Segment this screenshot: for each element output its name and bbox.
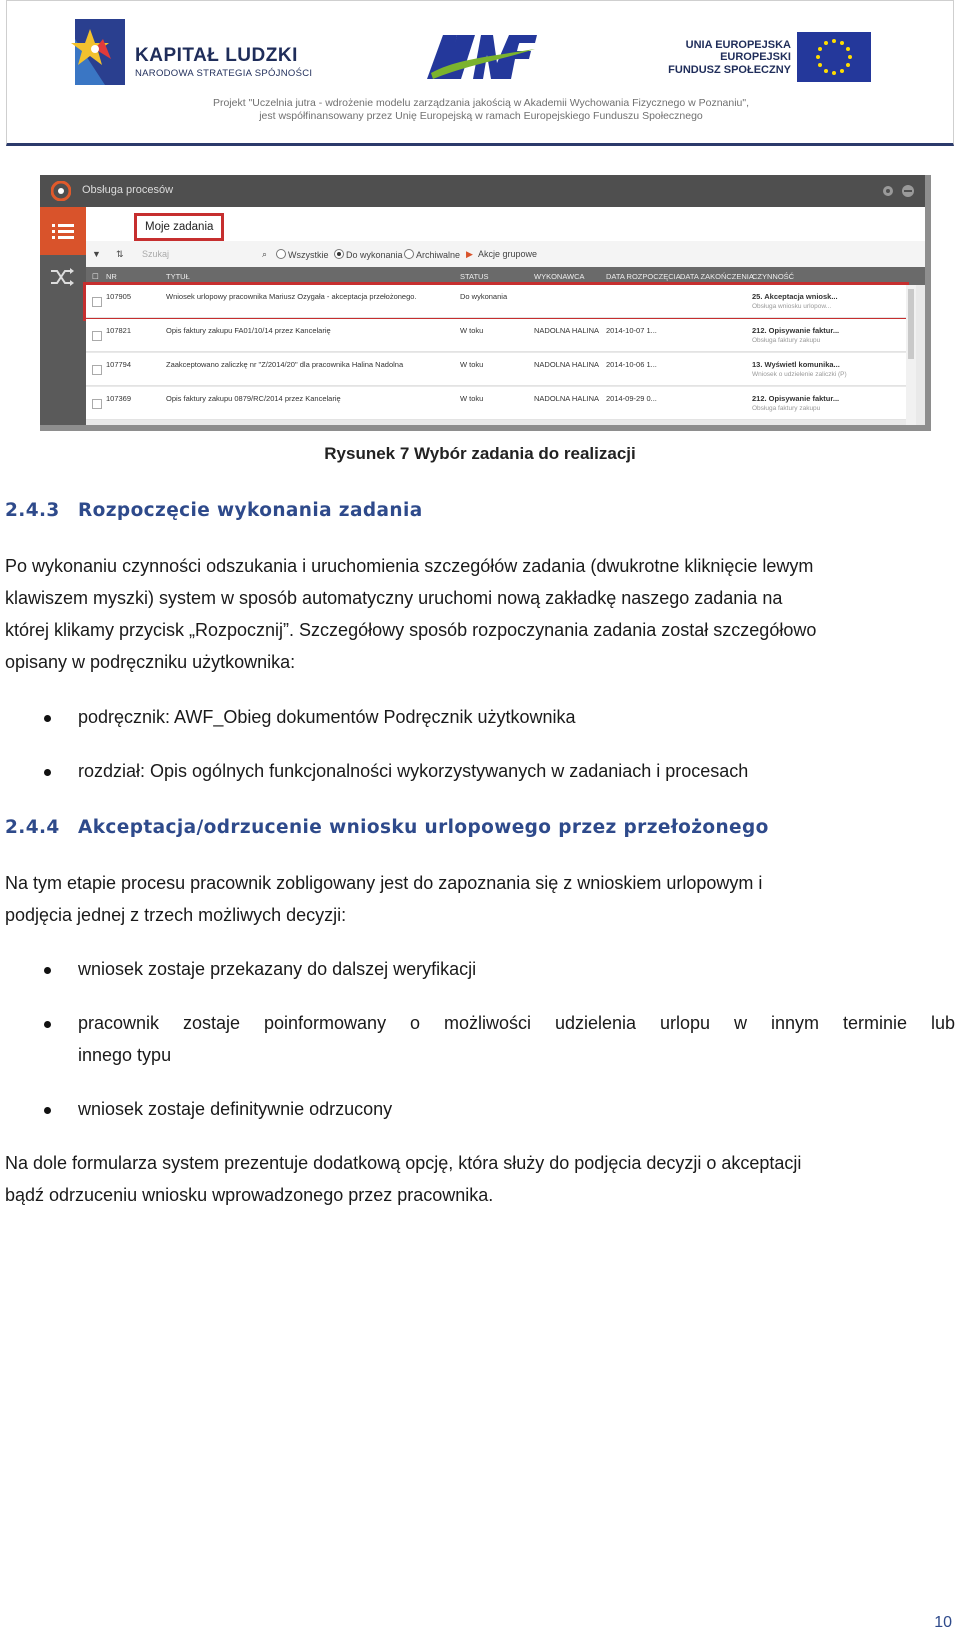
- filter-icon[interactable]: ▼: [92, 249, 101, 259]
- table-row[interactable]: [86, 319, 906, 352]
- col-date-start[interactable]: DATA ROZPOCZĘCIA: [606, 272, 681, 281]
- tab-my-tasks[interactable]: Moje zadania: [134, 213, 224, 241]
- row-checkbox[interactable]: [92, 365, 102, 375]
- bullet-line: wniosek zostaje definitywnie odrzucony: [78, 1099, 393, 1119]
- ue-line-2: FUNDUSZ SPOŁECZNY: [668, 64, 791, 76]
- menu-button[interactable]: [40, 207, 86, 255]
- row-nr: 107794: [106, 360, 132, 369]
- section-title: Akceptacja/odrzucenie wniosku urlopowego przez przełożonego: [78, 817, 769, 838]
- gear-icon[interactable]: [881, 184, 895, 198]
- bullet-dot: [44, 1107, 51, 1114]
- col-nr[interactable]: NR: [106, 272, 117, 281]
- row-executor: NADOLNA HALINA: [534, 326, 600, 335]
- processes-shuffle-icon[interactable]: [50, 267, 74, 287]
- group-actions-button[interactable]: Akcje grupowe: [478, 249, 538, 259]
- row-activity-sub: Wniosek o udzielenie zaliczki (P): [752, 371, 847, 378]
- filter-all[interactable]: [276, 249, 329, 260]
- bullet-dot: [44, 1021, 51, 1028]
- ue-line-1: EUROPEJSKI: [720, 51, 791, 63]
- search-icon[interactable]: ⌕: [262, 249, 268, 259]
- group-actions-icon[interactable]: ▶: [466, 249, 473, 259]
- row-activity: 212. Opisywanie faktur...: [752, 326, 840, 335]
- filter-todo-label: Do wykonania: [346, 250, 403, 260]
- minimize-icon[interactable]: [901, 184, 915, 198]
- task-toolbar: [86, 241, 925, 267]
- bullet-text: [78, 1007, 955, 1071]
- task-table: [86, 285, 906, 425]
- section-number: 2.4.4: [5, 817, 60, 838]
- row-date: 2014-10-07 1...: [606, 326, 657, 335]
- row-activity: 25. Akceptacja wniosk...: [752, 292, 838, 301]
- col-date-end[interactable]: DATA ZAKOŃCZENIA: [680, 272, 754, 281]
- project-note: [7, 97, 955, 123]
- ue-title: UNIA EUROPEJSKA: [685, 39, 791, 51]
- kapital-ludzki-logo-icon: [65, 19, 133, 91]
- section-number: 2.4.3: [5, 500, 60, 521]
- paragraph-line: bądź odrzuceniu wniosku wprowadzonego przez pracownika.: [5, 1185, 494, 1205]
- page-number: 10: [934, 1614, 952, 1631]
- col-status[interactable]: STATUS: [460, 272, 489, 281]
- search-input[interactable]: Szukaj: [142, 249, 170, 259]
- filter-todo[interactable]: [334, 249, 403, 260]
- row-title: Opis faktury zakupu FA01/10/14 przez Kancelarię: [166, 326, 331, 335]
- bullet-line: innego typu: [78, 1045, 172, 1065]
- table-row[interactable]: [86, 285, 906, 318]
- sidebar: [40, 255, 86, 425]
- filter-all-label: Wszystkie: [288, 250, 329, 260]
- bullet-line: wniosek zostaje przekazany do dalszej weryfikacji: [78, 959, 477, 979]
- filter-all-radio[interactable]: [276, 249, 286, 259]
- row-activity-sub: Obsługa faktury zakupu: [752, 337, 821, 344]
- filter-archived[interactable]: [404, 249, 460, 260]
- process-app-screenshot: [40, 175, 931, 431]
- row-executor: NADOLNA HALINA: [534, 394, 600, 403]
- filter-archived-label: Archiwalne: [416, 250, 461, 260]
- paragraph-line: Na dole formularza system prezentuje dodatkową opcję, która służy do podjęcia decyzji o akceptacji: [5, 1153, 802, 1173]
- row-activity: 212. Opisywanie faktur...: [752, 394, 840, 403]
- paragraph-line: klawiszem myszki) system w sposób automatyczny uruchomi nową zakładkę naszego zadania na: [5, 588, 783, 608]
- paragraph-line: Na tym etapie procesu pracownik zobligowany jest do zapoznania się z wnioskiem urlopowym i: [5, 873, 763, 893]
- section-title: Rozpoczęcie wykonania zadania: [78, 500, 423, 521]
- filter-archived-radio[interactable]: [404, 249, 414, 259]
- bullet-dot: [44, 715, 51, 722]
- bullet-text: podręcznik: AWF_Obieg dokumentów Podręcznik użytkownika: [78, 707, 576, 727]
- document-header: [6, 0, 954, 146]
- row-status: W toku: [460, 326, 484, 335]
- col-title[interactable]: TYTUŁ: [166, 272, 190, 281]
- paragraph-line: której klikamy przycisk „Rozpocznij”. Szczegółowy sposób rozpoczynania zadania został szczegółowo: [5, 620, 817, 640]
- window-title: Obsługa procesów: [82, 184, 174, 196]
- table-header: [86, 267, 925, 285]
- row-checkbox[interactable]: [92, 297, 102, 307]
- project-note-line-1: Projekt "Uczelnia jutra - wdrożenie modelu zarządzania jakością w Akademii Wychowania Fizycznego w Poznaniu",: [212, 97, 750, 109]
- row-status: W toku: [460, 394, 484, 403]
- paragraph-decision: [5, 867, 955, 931]
- row-status: Do wykonania: [460, 292, 508, 301]
- eu-flag-icon: [797, 32, 871, 82]
- row-checkbox[interactable]: [92, 331, 102, 341]
- row-status: W toku: [460, 360, 484, 369]
- row-activity: 13. Wyświetl komunika...: [752, 360, 840, 369]
- window-titlebar: [40, 175, 925, 207]
- bullet-text: [78, 953, 955, 985]
- project-note-line-2: jest współfinansowany przez Unię Europejską w ramach Europejskiego Funduszu Społecznego: [259, 110, 703, 122]
- kapital-ludzki-title: KAPITAŁ LUDZKI: [135, 45, 298, 66]
- scrollbar-thumb[interactable]: [908, 289, 914, 359]
- row-executor: NADOLNA HALINA: [534, 360, 600, 369]
- bullet-line: pracownik zostaje poinformowany o możliwości udzielenia urlopu w innym terminie lub: [78, 1013, 955, 1033]
- bullet-dot: [44, 967, 51, 974]
- row-nr: 107821: [106, 326, 132, 335]
- bullet-text: [78, 1093, 955, 1125]
- row-nr: 107905: [106, 292, 132, 301]
- row-title: Wniosek urlopowy pracownika Mariusz Ozygała - akceptacja przełożonego.: [166, 292, 417, 301]
- tab-bar: [86, 207, 925, 242]
- paragraph-closing: [5, 1147, 955, 1211]
- table-scrollbar[interactable]: [906, 285, 916, 425]
- row-checkbox[interactable]: [92, 399, 102, 409]
- bullet-text: rozdział: Opis ogólnych funkcjonalności wykorzystywanych w zadaniach i procesach: [78, 761, 749, 781]
- bullet-dot: [44, 769, 51, 776]
- select-all-checkbox[interactable]: ☐: [92, 272, 99, 281]
- list-menu-icon: [52, 223, 74, 241]
- col-executor[interactable]: WYKONAWCA: [534, 272, 585, 281]
- table-row[interactable]: [86, 353, 906, 386]
- row-nr: 107369: [106, 394, 132, 403]
- app-logo-icon: [51, 181, 71, 201]
- paragraph-line: opisany w podręczniku użytkownika:: [5, 652, 296, 672]
- col-activity[interactable]: CZYNNOŚĆ: [752, 272, 795, 281]
- sort-icon[interactable]: ⇅: [116, 249, 124, 259]
- row-activity-sub: Obsługa wniosku urlopow...: [752, 303, 832, 310]
- filter-todo-radio[interactable]: [334, 249, 344, 259]
- paragraph-start-task: [5, 550, 955, 678]
- table-row[interactable]: [86, 387, 906, 420]
- row-activity-sub: Obsługa faktury zakupu: [752, 405, 821, 412]
- figure-caption: Rysunek 7 Wybór zadania do realizacji: [324, 444, 636, 463]
- row-title: Opis faktury zakupu 0879/RC/2014 przez Kancelarię: [166, 394, 341, 403]
- paragraph-line: podjęcia jednej z trzech możliwych decyzji:: [5, 905, 347, 925]
- paragraph-line: Po wykonaniu czynności odszukania i uruchomienia szczegółów zadania (dwukrotne kliknięcie lewym: [5, 556, 814, 576]
- awf-logo-icon: [427, 29, 537, 85]
- section-heading-2-4-3: [5, 500, 423, 521]
- row-title: Zaakceptowano zaliczkę nr "Z/2014/20" dla pracownika Halina Nadolna: [166, 360, 404, 369]
- kapital-ludzki-subtitle: NARODOWA STRATEGIA SPÓJNOŚCI: [135, 68, 313, 79]
- row-date: 2014-09-29 0...: [606, 394, 657, 403]
- section-heading-2-4-4: [5, 817, 769, 838]
- row-date: 2014-10-06 1...: [606, 360, 657, 369]
